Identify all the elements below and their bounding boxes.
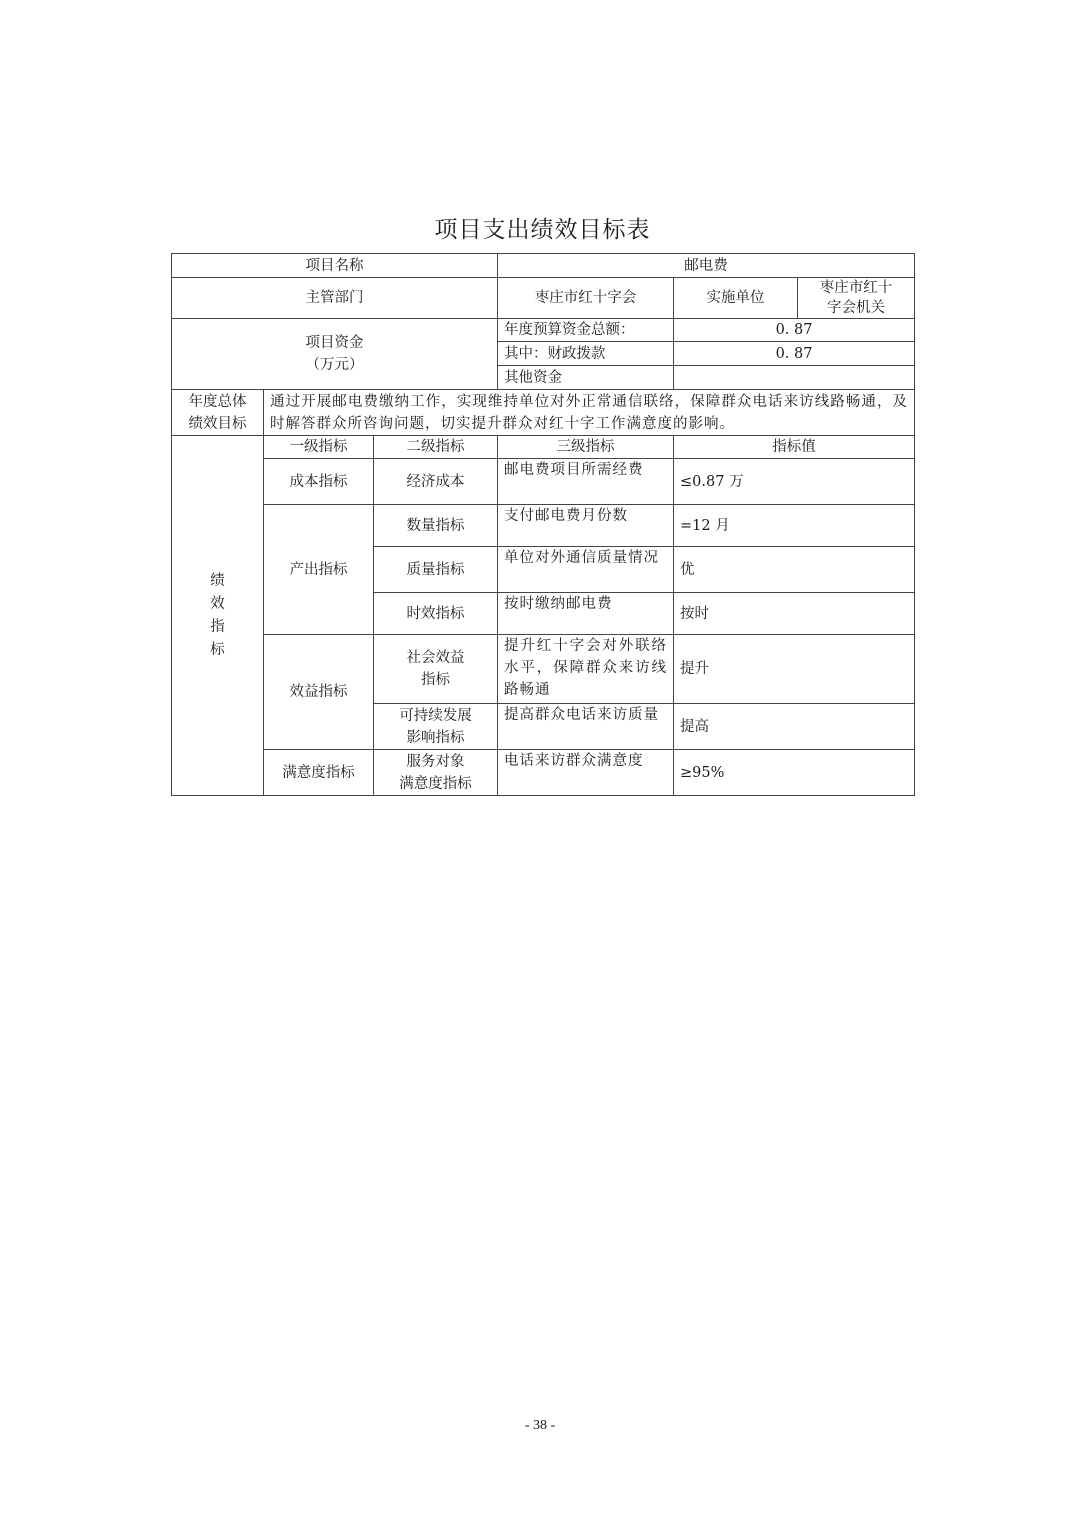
satisfaction-l2-line2: 满意度指标	[399, 775, 472, 792]
department-value: 枣庄市红十字会	[498, 278, 674, 319]
funds-total-value: 0. 87	[674, 319, 915, 342]
indicators-char-1: 绩	[210, 572, 225, 589]
performance-target-table	[171, 253, 915, 796]
header-value: 指标值	[674, 436, 915, 459]
cost-l2: 经济成本	[374, 459, 498, 505]
satisfaction-l1: 满意度指标	[264, 750, 374, 796]
funds-fiscal-value: 0. 87	[674, 342, 915, 366]
output-quantity-l3: 支付邮电费月份数	[498, 505, 674, 547]
output-l1: 产出指标	[264, 505, 374, 635]
benefit-sustainable-l2-line2: 影响指标	[406, 729, 465, 746]
output-timeliness-value: 按时	[674, 593, 915, 635]
cost-value: ≤0.87 万	[674, 459, 915, 505]
annual-goal-label-line2: 绩效目标	[188, 415, 247, 432]
satisfaction-value: ≥95%	[674, 750, 915, 796]
output-timeliness-l2: 时效指标	[374, 593, 498, 635]
funds-fiscal-label: 其中：财政拨款	[498, 342, 674, 366]
funds-label	[172, 319, 498, 390]
annual-goal-text: 通过开展邮电费缴纳工作，实现维持单位对外正常通信联络，保障群众电话来访线路畅通，及时解答群众所咨询问题，切实提升群众对红十字工作满意度的影响。	[264, 390, 915, 436]
department-label: 主管部门	[172, 278, 498, 319]
funds-label-line2: （万元）	[305, 357, 364, 373]
cost-l1: 成本指标	[264, 459, 374, 505]
benefit-social-l2-line1: 社会效益	[406, 650, 465, 666]
benefit-sustainable-value: 提高	[674, 704, 915, 750]
benefit-social-l3: 提升红十字会对外联络水平，保障群众来访线路畅通	[498, 635, 674, 704]
header-level1: 一级指标	[264, 436, 374, 459]
impl-unit-line1: 枣庄市红十	[819, 280, 893, 296]
annual-goal-label-line1: 年度总体	[188, 393, 247, 410]
impl-unit-line2: 字会机关	[827, 300, 886, 316]
page-title: 项目支出绩效目标表	[434, 217, 651, 243]
benefit-l1: 效益指标	[264, 635, 374, 750]
satisfaction-l3: 电话来访群众满意度	[498, 750, 674, 796]
output-timeliness-l3: 按时缴纳邮电费	[498, 593, 674, 635]
output-quality-value: 优	[674, 547, 915, 593]
indicators-char-4: 标	[210, 641, 225, 658]
page-number: - 38 -	[524, 1418, 556, 1433]
benefit-social-value: 提升	[674, 635, 915, 704]
funds-other-label: 其他资金	[498, 366, 674, 390]
benefit-social-l2	[374, 635, 498, 704]
indicators-section-label	[172, 436, 264, 796]
impl-unit-label: 实施单位	[674, 278, 798, 319]
satisfaction-l2	[374, 750, 498, 796]
project-name-value: 邮电费	[498, 254, 915, 278]
funds-other-value	[674, 366, 915, 390]
impl-unit-value	[798, 278, 915, 319]
header-level2: 二级指标	[374, 436, 498, 459]
benefit-sustainable-l3: 提高群众电话来访质量	[498, 704, 674, 750]
benefit-sustainable-l2	[374, 704, 498, 750]
output-quantity-l2: 数量指标	[374, 505, 498, 547]
satisfaction-l2-line1: 服务对象	[406, 753, 465, 770]
output-quantity-value: =12 月	[674, 505, 915, 547]
project-name-label: 项目名称	[172, 254, 498, 278]
funds-label-line1: 项目资金	[305, 335, 364, 351]
cost-l3: 邮电费项目所需经费	[498, 459, 674, 505]
header-level3: 三级指标	[498, 436, 674, 459]
benefit-social-l2-line2: 指标	[421, 672, 451, 688]
output-quality-l2: 质量指标	[374, 547, 498, 593]
benefit-sustainable-l2-line1: 可持续发展	[399, 707, 472, 724]
output-quality-l3: 单位对外通信质量情况	[498, 547, 674, 593]
funds-total-label: 年度预算资金总额：	[498, 319, 674, 342]
indicators-char-2: 效	[210, 595, 225, 612]
annual-goal-label	[172, 390, 264, 436]
indicators-char-3: 指	[210, 618, 225, 635]
